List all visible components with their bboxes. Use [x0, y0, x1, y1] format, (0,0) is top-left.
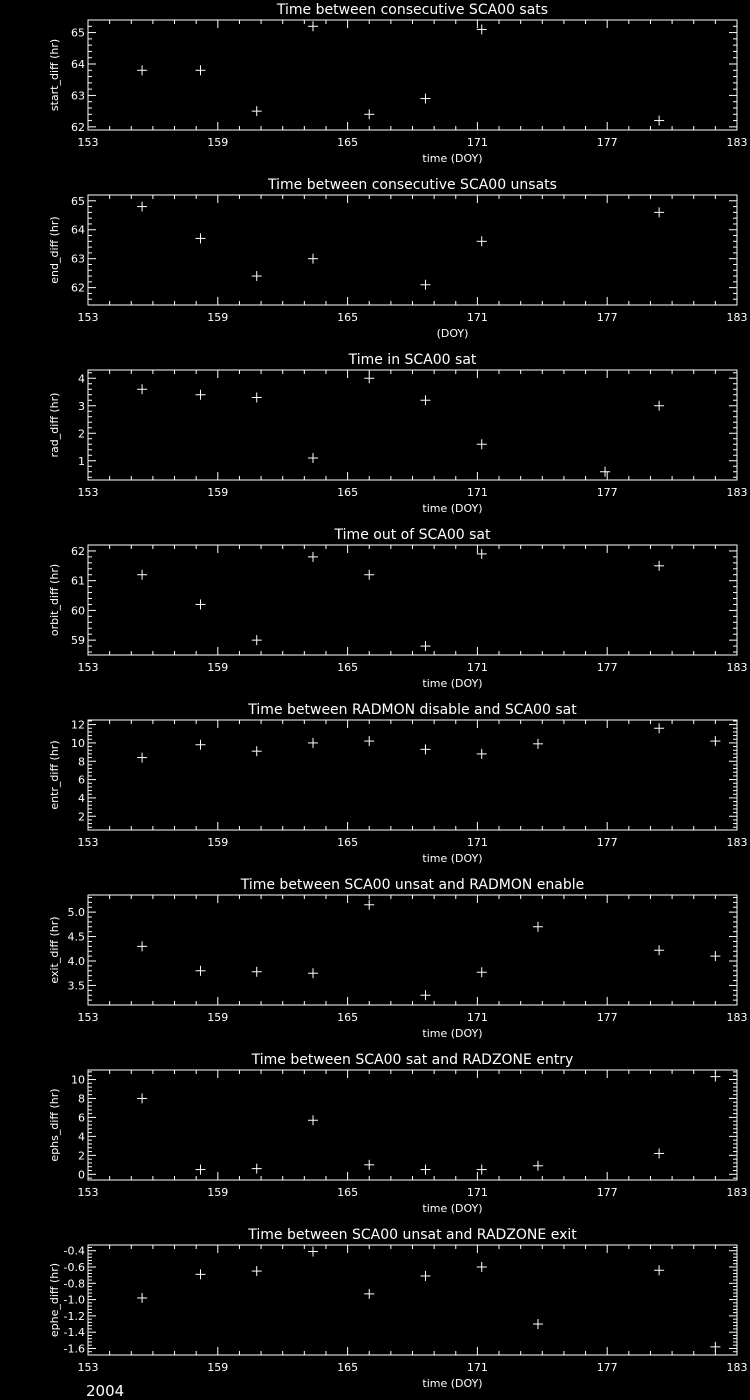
x-tick-label: 159 [207, 1361, 229, 1374]
x-axis-label: time (DOY) [422, 502, 483, 515]
y-tick-label: 63 [71, 252, 85, 266]
x-tick-label: 171 [466, 836, 488, 849]
chart-title: Time between SCA00 unsat and RADMON enable [240, 877, 585, 893]
x-tick-label: 153 [77, 136, 99, 149]
data-point [137, 1293, 147, 1303]
data-point [252, 1164, 262, 1174]
y-tick-label: -1.4 [63, 1326, 85, 1340]
chart-title: Time out of SCA00 sat [334, 527, 491, 543]
x-tick-label: 177 [596, 836, 618, 849]
x-tick-label: 159 [207, 1011, 229, 1024]
y-tick-label: 0 [78, 1168, 85, 1182]
data-point [308, 453, 318, 463]
x-tick-label: 171 [466, 661, 488, 674]
x-tick-label: 159 [207, 311, 229, 324]
x-tick-label: 153 [77, 1186, 99, 1199]
y-tick-label: 8 [78, 1092, 85, 1106]
data-point [420, 641, 430, 651]
y-tick-label: 1 [78, 454, 85, 468]
data-point [710, 1072, 720, 1082]
y-tick-label: -0.6 [63, 1261, 85, 1274]
data-point [710, 1342, 720, 1352]
data-point [252, 393, 262, 403]
y-tick-label: -1.0 [63, 1293, 85, 1307]
y-tick-label: 61 [71, 574, 85, 588]
data-point [252, 746, 262, 756]
plot-frame [88, 1245, 737, 1355]
y-axis-label: end_diff (hr) [48, 216, 61, 284]
data-point [252, 967, 262, 977]
x-tick-label: 177 [596, 1186, 618, 1199]
x-tick-label: 153 [77, 311, 99, 324]
chart-panel [48, 177, 748, 340]
data-point [137, 65, 147, 75]
y-tick-label: 8 [78, 755, 85, 769]
x-tick-label: 183 [726, 661, 748, 674]
data-point [477, 1262, 487, 1272]
data-point [420, 1165, 430, 1175]
data-point [477, 967, 487, 977]
x-tick-label: 177 [596, 136, 618, 149]
x-tick-label: 153 [77, 661, 99, 674]
x-axis-label: time (DOY) [422, 1377, 483, 1390]
data-point [195, 599, 205, 609]
data-point [477, 236, 487, 246]
data-point [654, 207, 664, 217]
x-tick-label: 159 [207, 836, 229, 849]
x-tick-label: 177 [596, 661, 618, 674]
data-point [533, 739, 543, 749]
x-tick-label: 153 [77, 486, 99, 499]
data-point [710, 736, 720, 746]
data-point [137, 202, 147, 212]
data-point [533, 922, 543, 932]
chart-title: Time in SCA00 sat [348, 352, 477, 368]
data-point [308, 738, 318, 748]
y-tick-label: 6 [78, 1111, 85, 1125]
data-point [364, 109, 374, 119]
chart-title: Time between SCA00 sat and RADZONE entry [251, 1052, 574, 1068]
y-axis-label: start_diff (hr) [48, 38, 61, 112]
data-point [420, 395, 430, 405]
y-axis-label: ephe_diff (hr) [48, 1262, 61, 1338]
data-point [420, 744, 430, 754]
y-tick-label: 62 [71, 120, 85, 134]
x-tick-label: 183 [726, 1186, 748, 1199]
y-tick-label: 10 [71, 736, 85, 750]
x-tick-label: 183 [726, 836, 748, 849]
chart-panel [48, 1052, 748, 1215]
x-tick-label: 171 [466, 1011, 488, 1024]
chart-panel [48, 702, 748, 865]
plot-frame [88, 545, 737, 655]
x-tick-label: 165 [337, 1186, 359, 1199]
x-axis-label: (DOY) [436, 327, 469, 340]
x-tick-label: 165 [337, 661, 359, 674]
data-point [308, 1247, 318, 1257]
chart-panel [48, 1227, 748, 1390]
y-tick-label: 60 [71, 604, 85, 618]
x-tick-label: 183 [726, 1011, 748, 1024]
chart-title: Time between consecutive SCA00 sats [276, 2, 549, 18]
data-point [477, 24, 487, 34]
data-point [420, 280, 430, 290]
x-tick-label: 183 [726, 311, 748, 324]
plot-frame [88, 720, 737, 830]
y-tick-label: 6 [78, 773, 85, 787]
x-tick-label: 183 [726, 486, 748, 499]
data-point [195, 233, 205, 243]
chart-panel [48, 877, 748, 1040]
plot-frame [88, 20, 737, 130]
data-point [364, 570, 374, 580]
data-point [308, 21, 318, 31]
data-point [364, 900, 374, 910]
data-point [420, 94, 430, 104]
data-point [195, 740, 205, 750]
data-point [308, 1115, 318, 1125]
data-point [195, 65, 205, 75]
y-tick-label: -1.6 [63, 1342, 85, 1356]
y-tick-label: 65 [71, 26, 85, 40]
chart-panel [48, 352, 748, 515]
data-point [364, 1289, 374, 1299]
data-point [308, 254, 318, 264]
year-label: 2004 [86, 1382, 125, 1400]
x-tick-label: 171 [466, 1186, 488, 1199]
y-axis-label: entr_diff (hr) [48, 740, 61, 810]
data-point [654, 723, 664, 733]
x-tick-label: 153 [77, 1011, 99, 1024]
y-tick-label: 3 [78, 399, 85, 413]
y-axis-label: ephs_diff (hr) [48, 1088, 61, 1162]
y-axis-label: rad_diff (hr) [48, 392, 61, 458]
x-tick-label: 165 [337, 836, 359, 849]
chart-panel [48, 527, 748, 690]
y-tick-label: 62 [71, 544, 85, 558]
data-point [477, 439, 487, 449]
x-axis-label: time (DOY) [422, 152, 483, 165]
x-tick-label: 177 [596, 486, 618, 499]
x-tick-label: 171 [466, 1361, 488, 1374]
data-point [710, 951, 720, 961]
x-tick-label: 165 [337, 1361, 359, 1374]
y-axis-label: orbit_diff (hr) [48, 563, 61, 637]
data-point [654, 561, 664, 571]
data-point [137, 1093, 147, 1103]
x-tick-label: 171 [466, 136, 488, 149]
y-tick-label: 2 [78, 1149, 85, 1163]
data-point [195, 1269, 205, 1279]
plot-frame [88, 1070, 737, 1180]
y-tick-label: 10 [71, 1073, 85, 1087]
data-point [600, 467, 610, 477]
data-point [137, 384, 147, 394]
y-tick-label: 4.5 [67, 930, 85, 944]
data-point [195, 1165, 205, 1175]
data-point [654, 945, 664, 955]
x-tick-label: 177 [596, 1011, 618, 1024]
data-point [137, 753, 147, 763]
y-tick-label: 4.0 [67, 955, 85, 968]
data-point [654, 1265, 664, 1275]
x-axis-label: time (DOY) [422, 1202, 483, 1215]
x-tick-label: 153 [77, 1361, 99, 1374]
x-tick-label: 183 [726, 136, 748, 149]
x-tick-label: 177 [596, 1361, 618, 1374]
x-axis-label: time (DOY) [422, 1027, 483, 1040]
x-tick-label: 171 [466, 486, 488, 499]
x-tick-label: 177 [596, 311, 618, 324]
y-tick-label: 5.0 [67, 906, 85, 920]
y-tick-label: -0.8 [63, 1277, 85, 1291]
chart-panel [48, 2, 748, 165]
data-point [654, 1148, 664, 1158]
y-axis-label: exit_diff (hr) [48, 916, 61, 984]
x-tick-label: 159 [207, 486, 229, 499]
x-tick-label: 159 [207, 1186, 229, 1199]
data-point [137, 941, 147, 951]
plot-frame [88, 370, 737, 480]
data-point [533, 1161, 543, 1171]
data-point [364, 736, 374, 746]
data-point [654, 401, 664, 411]
chart-title: Time between RADMON disable and SCA00 sat [248, 702, 577, 718]
y-tick-label: 65 [71, 194, 85, 208]
y-tick-label: 4 [78, 791, 85, 805]
plot-frame [88, 195, 737, 305]
chart-title: Time between consecutive SCA00 unsats [268, 177, 557, 193]
y-tick-label: 3.5 [67, 979, 85, 993]
x-tick-label: 171 [466, 311, 488, 324]
data-point [420, 990, 430, 1000]
y-tick-label: 62 [71, 281, 85, 295]
y-tick-label: 4 [78, 372, 85, 386]
y-tick-label: 12 [71, 718, 85, 732]
plot-frame [88, 895, 737, 1005]
data-point [364, 1160, 374, 1170]
x-tick-label: 165 [337, 486, 359, 499]
x-tick-label: 165 [337, 1011, 359, 1024]
data-point [533, 1319, 543, 1329]
data-point [137, 570, 147, 580]
data-point [252, 1266, 262, 1276]
x-tick-label: 183 [726, 1361, 748, 1374]
data-point [252, 635, 262, 645]
y-tick-label: 63 [71, 89, 85, 103]
data-point [252, 271, 262, 281]
y-tick-label: -1.2 [63, 1309, 85, 1323]
y-tick-label: 64 [71, 58, 85, 71]
data-point [308, 968, 318, 978]
x-tick-label: 153 [77, 836, 99, 849]
data-point [420, 1271, 430, 1281]
y-tick-label: 64 [71, 223, 85, 237]
y-tick-label: 59 [71, 634, 85, 648]
data-point [252, 106, 262, 116]
data-point [477, 549, 487, 559]
y-tick-label: 2 [78, 427, 85, 441]
x-tick-label: 165 [337, 311, 359, 324]
data-point [364, 373, 374, 383]
y-tick-label: 4 [78, 1130, 85, 1144]
data-point [477, 749, 487, 759]
data-point [195, 966, 205, 976]
data-point [654, 116, 664, 126]
y-tick-label: 2 [78, 810, 85, 824]
chart-title: Time between SCA00 unsat and RADZONE exit [248, 1227, 577, 1243]
data-point [308, 552, 318, 562]
y-tick-label: -0.4 [63, 1244, 85, 1258]
x-axis-label: time (DOY) [422, 677, 483, 690]
data-point [195, 390, 205, 400]
x-axis-label: time (DOY) [422, 852, 483, 865]
x-tick-label: 165 [337, 136, 359, 149]
x-tick-label: 159 [207, 661, 229, 674]
data-point [477, 1165, 487, 1175]
x-tick-label: 159 [207, 136, 229, 149]
